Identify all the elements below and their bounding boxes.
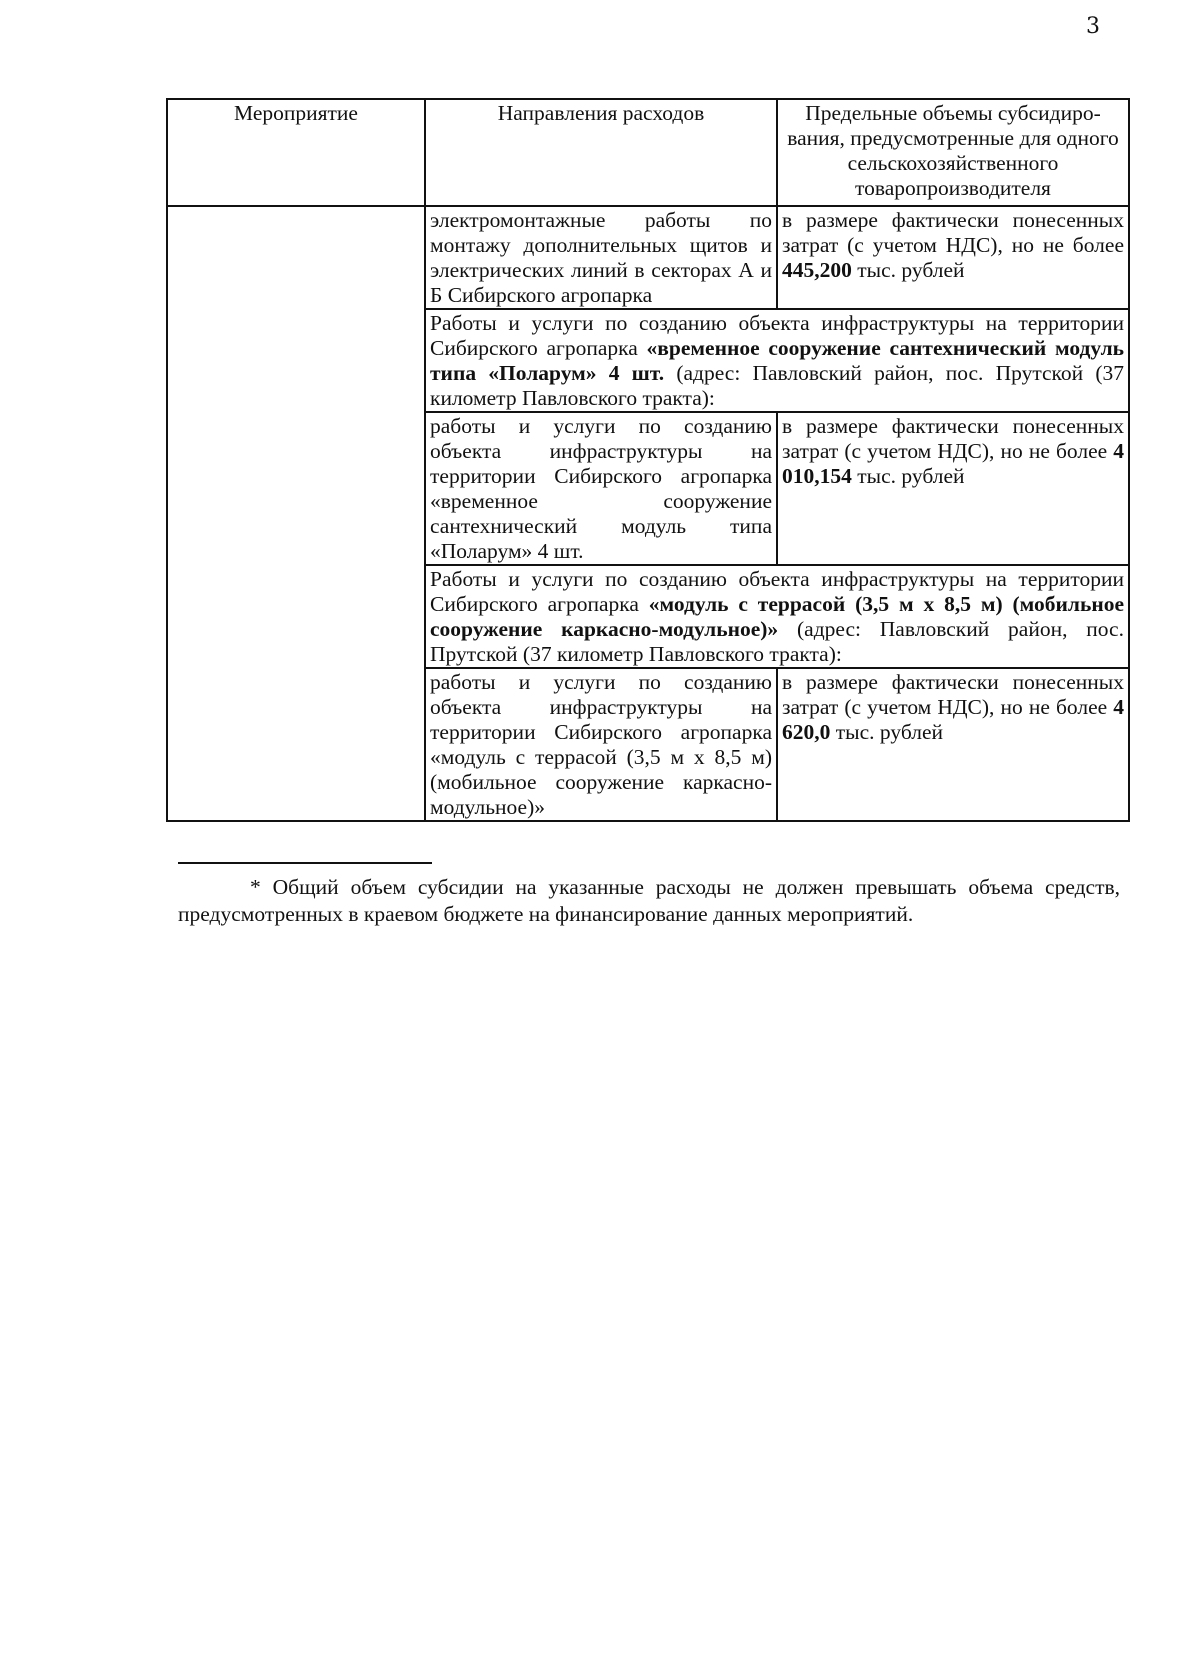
section-text: Работы и услуги по созданию объекта инфраструктуры на территории Сибирского агропарка <box>430 311 1124 360</box>
direction-cell: электромонтажные работы по монтажу дополнительных щитов и электрических линий в секторах А и Б Сибирского агропарка <box>425 206 777 309</box>
limit-prefix: в размере фактически понесенных затрат (с учетом НДС), но не более <box>782 208 1124 257</box>
limit-suffix: тыс. рублей <box>851 464 965 488</box>
section-address: (адрес: Павловский район, пос. Прутской (37 километр Павловского тракта): <box>430 361 1124 410</box>
limit-amount: 4 010,154 <box>782 439 1124 488</box>
limit-prefix: в размере фактически понесенных затрат (с учетом НДС), но не более <box>782 670 1124 719</box>
limit-suffix: тыс. рублей <box>851 258 965 282</box>
direction-cell: работы и услуги по созданию объекта инфраструктуры на территории Сибирского агропарка «временное сооружение сантехнический модуль типа «Поларум» 4 шт. <box>425 412 777 565</box>
section-object-name: «временное сооружение сантехнический модуль типа «Поларум» 4 шт. <box>430 336 1125 385</box>
event-cell <box>167 206 425 821</box>
header-directions: Направления расходов <box>425 99 777 206</box>
limit-amount: 4 620,0 <box>782 695 1124 744</box>
header-event: Мероприятие <box>167 99 425 206</box>
header-limits: Предельные объемы субсидиро-вания, предусмотренные для одного сельскохозяйственного товаропроизводителя <box>777 99 1129 206</box>
limit-cell <box>777 668 1129 821</box>
limit-prefix: в размере фактически понесенных затрат (с учетом НДС), но не более <box>782 414 1124 463</box>
table-row <box>167 206 1129 309</box>
section-object-name: «модуль с террасой (3,5 м х 8,5 м) (мобильное сооружение каркасно-модульное)» <box>430 592 1125 641</box>
table-header-row <box>167 99 1129 206</box>
limit-cell <box>777 412 1129 565</box>
limit-cell <box>777 206 1129 309</box>
footnote-divider <box>178 862 432 864</box>
direction-cell: работы и услуги по созданию объекта инфраструктуры на территории Сибирского агропарка «модуль с террасой (3,5 м х 8,5 м) (мобильное сооружение каркасно-модульное)» <box>425 668 777 821</box>
section-address: (адрес: Павловский район, пос. Прутской (37 километр Павловского тракта): <box>430 617 1124 666</box>
limit-amount: 445,200 <box>782 258 852 282</box>
section-text: Работы и услуги по созданию объекта инфраструктуры на территории Сибирского агропарка <box>430 567 1124 616</box>
page-number: 3 <box>1086 14 1100 39</box>
section-cell <box>425 309 1129 412</box>
section-cell <box>425 565 1129 668</box>
footnote: * Общий объем субсидии на указанные расходы не должен превышать объема средств, предусмотренных в краевом бюджете на финансирование данных мероприятий. <box>178 875 1120 926</box>
limit-suffix: тыс. рублей <box>830 720 943 744</box>
subsidy-table <box>166 98 1130 822</box>
